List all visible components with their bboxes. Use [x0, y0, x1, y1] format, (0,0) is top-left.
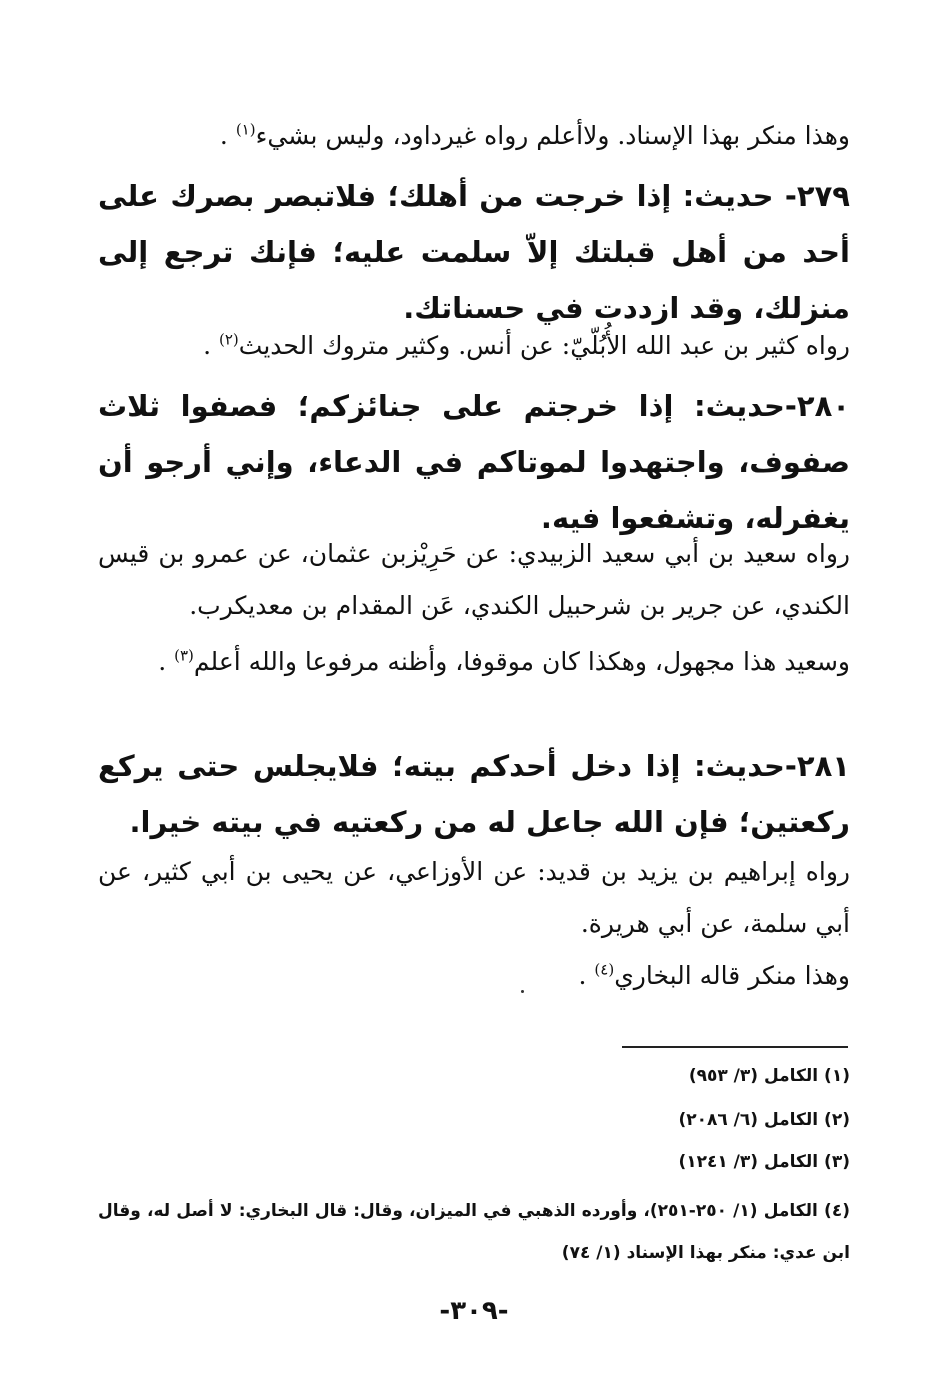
footnote-ref: (١)	[235, 120, 256, 139]
stray-ink-dot	[521, 990, 524, 993]
footnote-ref: (٤)	[594, 960, 615, 979]
hadith-281	[98, 738, 850, 850]
paragraph-end: .	[203, 331, 219, 360]
hadith-text: ٢٨١-حديث: إذا دخل أحدكم بيته؛ فلايجلس حتى يركع ركعتين؛ فإن الله جاعل له من ركعتيه في بيته خيرا.	[98, 749, 850, 839]
footnote-2: (٢) الكامل (٦/ ٢٠٨٦)	[678, 1110, 850, 1130]
page-number: -٣٠٩-	[439, 1296, 509, 1326]
hadith-text: ٢٨٠-حديث: إذا خرجتم على جنائزكم؛ فصفوا ثلاث صفوف، واجتهدوا لموتاكم في الدعاء، وإني أرجو أن يغفرله، وتشفعوا فيه.	[98, 389, 850, 535]
footnote-4: (٤) الكامل (١/ ٢٥٠-٢٥١)، وأورده الذهبي في الميزان، وقال: قال البخاري: لا أصل له، وقال ابن عدي: منكر بهذا الإسناد (١/ ٧٤)	[98, 1201, 850, 1263]
hadith-text: ٢٧٩- حديث: إذا خرجت من أهلك؛ فلاتبصر بصرك على أحد من أهل قبلتك إلاّ سلمت عليه؛ فإنك ترجع إلى منزلك، وقد ازددت في حسناتك.	[98, 179, 850, 325]
paragraph-end: .	[578, 961, 595, 990]
paragraph-end: .	[158, 647, 175, 676]
paragraph-text: وسعيد هذا مجهول، وهكذا كان موقوفا، وأظنه مرفوعا والله أعلم	[193, 647, 850, 676]
paragraph-end: .	[219, 121, 236, 150]
paragraph-comment-280	[98, 636, 850, 688]
paragraph-narration-279	[98, 320, 850, 372]
footnote-1: (١) الكامل (٣/ ٩٥٣)	[688, 1066, 850, 1086]
paragraph-comment-281	[98, 950, 850, 1002]
hadith-279	[98, 168, 850, 336]
paragraph-text: رواه سعيد بن أبي سعيد الزبيدي: عن حَرِيْزبن عثمان، عن عمرو بن قيس الكندي، عن جرير بن شرحبيل الكندي، عَن المقدام بن معديكرب.	[98, 539, 850, 620]
footnote-separator	[622, 1046, 848, 1048]
footnote-3: (٣) الكامل (٣/ ١٢٤١)	[678, 1152, 850, 1172]
paragraph-text: رواه كثير بن عبد الله الأُبُلّيّ: عن أنس. وكثير متروك الحديث	[238, 331, 850, 360]
paragraph-text: وهذا منكر قاله البخاري	[614, 961, 850, 990]
paragraph-narration-280	[98, 528, 850, 632]
paragraph-narration-281	[98, 846, 850, 950]
paragraph-isnad-note	[98, 110, 850, 162]
footnote-ref: (٢)	[219, 330, 239, 349]
hadith-280	[98, 378, 850, 546]
footnote-ref: (٣)	[174, 646, 194, 665]
paragraph-text: رواه إبراهيم بن يزيد بن قديد: عن الأوزاعي، عن يحيى بن أبي كثير، عن أبي سلمة، عن أبي هريرة.	[98, 857, 850, 938]
paragraph-text: وهذا منكر بهذا الإسناد. ولاأعلم رواه غيرداود، وليس بشيء	[255, 121, 850, 150]
